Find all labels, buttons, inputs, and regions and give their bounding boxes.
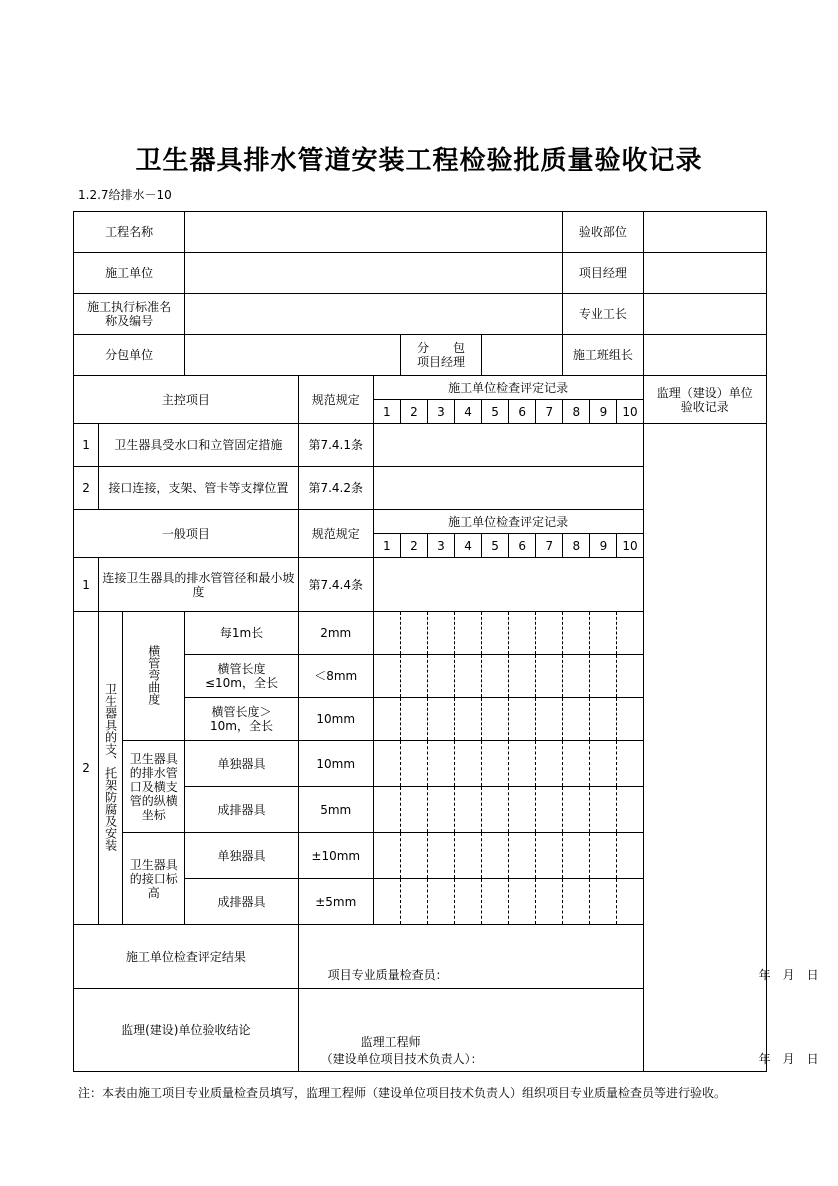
check-cell[interactable] bbox=[482, 833, 509, 879]
team-leader-value[interactable] bbox=[643, 335, 766, 376]
date-label: 年 月 日 bbox=[758, 968, 819, 982]
row-value: 10mm bbox=[298, 698, 373, 741]
check-cell[interactable] bbox=[455, 741, 482, 787]
item-check-record[interactable] bbox=[373, 424, 643, 467]
subcontract-pm-label-line1: 分 包 bbox=[416, 341, 465, 355]
item-check-record[interactable] bbox=[373, 558, 643, 612]
header-row-standard bbox=[74, 294, 767, 335]
check-cell[interactable] bbox=[509, 741, 536, 787]
check-cell[interactable] bbox=[400, 787, 427, 833]
check-col-10: 10 bbox=[617, 534, 643, 558]
check-cell[interactable] bbox=[427, 787, 454, 833]
project-manager-label: 项目经理 bbox=[563, 253, 643, 294]
form-code: 1.2.7给排水－10 bbox=[78, 188, 172, 202]
check-cell[interactable] bbox=[400, 833, 427, 879]
check-col-3: 3 bbox=[427, 534, 454, 558]
footnote: 注：本表由施工项目专业质量检查员填写，监理工程师（建设单位项目技术负责人）组织项目专业质量检查员等进行验收。 bbox=[78, 1086, 727, 1100]
check-cell[interactable] bbox=[373, 612, 400, 655]
group-name: 卫生器具的排水管口及横支管的纵横坐标 bbox=[123, 741, 185, 833]
check-cell[interactable] bbox=[400, 612, 427, 655]
check-cell[interactable] bbox=[590, 879, 617, 925]
check-cell[interactable] bbox=[482, 787, 509, 833]
check-cell[interactable] bbox=[427, 879, 454, 925]
item-name: 连接卫生器具的排水管管径和最小坡度 bbox=[99, 558, 299, 612]
check-cell[interactable] bbox=[482, 612, 509, 655]
check-cell[interactable] bbox=[617, 741, 643, 787]
group-name: 卫生器具的接口标高 bbox=[123, 833, 185, 925]
row-label: 成排器具 bbox=[185, 879, 298, 925]
check-cell[interactable] bbox=[536, 833, 563, 879]
check-cell[interactable] bbox=[400, 698, 427, 741]
supervision-result-value[interactable] bbox=[298, 989, 819, 1072]
item-spec: 第7.4.2条 bbox=[298, 467, 373, 510]
check-col-8: 8 bbox=[563, 400, 590, 424]
check-col-4: 4 bbox=[455, 400, 482, 424]
check-cell[interactable] bbox=[455, 698, 482, 741]
item-name: 卫生器具受水口和立管固定措施 bbox=[99, 424, 299, 467]
main-control-check-record-label: 施工单位检查评定记录 bbox=[373, 376, 643, 400]
subcontract-pm-label-line2: 项目经理 bbox=[416, 355, 465, 369]
group-name: 横管弯曲度 bbox=[146, 644, 161, 705]
check-col-6: 6 bbox=[509, 534, 536, 558]
check-col-1: 1 bbox=[373, 534, 400, 558]
date-label: 年 月 日 bbox=[758, 1052, 819, 1066]
check-cell[interactable] bbox=[509, 655, 536, 698]
engineer-label: 监理工程师 bbox=[360, 1035, 421, 1049]
check-cell[interactable] bbox=[509, 612, 536, 655]
check-col-2: 2 bbox=[400, 534, 427, 558]
main-control-header-row bbox=[74, 376, 767, 400]
check-cell[interactable] bbox=[427, 612, 454, 655]
check-cell[interactable] bbox=[427, 833, 454, 879]
check-col-10: 10 bbox=[617, 400, 643, 424]
main-control-spec-label: 规范规定 bbox=[298, 376, 373, 424]
row-label: 成排器具 bbox=[185, 787, 298, 833]
group-name-vertical bbox=[123, 612, 185, 741]
construction-result-row bbox=[74, 925, 767, 989]
check-cell[interactable] bbox=[617, 833, 643, 879]
supervision-result-label: 监理(建设)单位验收结论 bbox=[74, 989, 299, 1072]
check-cell[interactable] bbox=[536, 655, 563, 698]
check-cell[interactable] bbox=[455, 655, 482, 698]
check-cell[interactable] bbox=[590, 612, 617, 655]
check-cell[interactable] bbox=[536, 741, 563, 787]
project-name-label: 工程名称 bbox=[74, 212, 185, 253]
engineer-sub-label: （建设单位项目技术负责人）： bbox=[320, 1052, 483, 1066]
check-cell[interactable] bbox=[617, 787, 643, 833]
project-name-value[interactable] bbox=[185, 212, 563, 253]
acceptance-part-value[interactable] bbox=[643, 212, 766, 253]
check-cell[interactable] bbox=[563, 655, 590, 698]
row-value: ＜8mm bbox=[298, 655, 373, 698]
check-cell[interactable] bbox=[590, 741, 617, 787]
check-cell[interactable] bbox=[373, 741, 400, 787]
check-col-9: 9 bbox=[590, 400, 617, 424]
row-label: 横管长度≤10m，全长 bbox=[185, 655, 298, 698]
row-value: 5mm bbox=[298, 787, 373, 833]
item-number: 1 bbox=[74, 424, 99, 467]
check-col-8: 8 bbox=[563, 534, 590, 558]
item-check-record[interactable] bbox=[373, 467, 643, 510]
check-col-7: 7 bbox=[536, 400, 563, 424]
acceptance-part-label: 验收部位 bbox=[563, 212, 643, 253]
check-cell[interactable] bbox=[590, 833, 617, 879]
professional-foreman-value[interactable] bbox=[643, 294, 766, 335]
check-cell[interactable] bbox=[482, 741, 509, 787]
check-cell[interactable] bbox=[400, 655, 427, 698]
item-number: 2 bbox=[74, 467, 99, 510]
professional-foreman-label: 专业工长 bbox=[563, 294, 643, 335]
supervision-result-row bbox=[74, 989, 767, 1072]
check-col-9: 9 bbox=[590, 534, 617, 558]
check-cell[interactable] bbox=[617, 655, 643, 698]
standard-value[interactable] bbox=[185, 294, 563, 335]
inspector-label: 项目专业质量检查员： bbox=[327, 968, 448, 982]
check-col-2: 2 bbox=[400, 400, 427, 424]
check-col-1: 1 bbox=[373, 400, 400, 424]
check-cell[interactable] bbox=[536, 879, 563, 925]
check-cell[interactable] bbox=[563, 833, 590, 879]
check-cell[interactable] bbox=[563, 879, 590, 925]
check-cell[interactable] bbox=[373, 698, 400, 741]
page-title: 卫生器具排水管道安装工程检验批质量验收记录 bbox=[135, 146, 703, 176]
check-cell[interactable] bbox=[536, 787, 563, 833]
check-cell[interactable] bbox=[427, 655, 454, 698]
check-cell[interactable] bbox=[400, 879, 427, 925]
check-col-7: 7 bbox=[536, 534, 563, 558]
row-value: 2mm bbox=[298, 612, 373, 655]
main-control-item-1 bbox=[74, 424, 767, 467]
check-col-3: 3 bbox=[427, 400, 454, 424]
general-check-record-label: 施工单位检查评定记录 bbox=[373, 510, 643, 534]
check-cell[interactable] bbox=[373, 833, 400, 879]
general-spec-label: 规范规定 bbox=[298, 510, 373, 558]
check-cell[interactable] bbox=[482, 879, 509, 925]
check-cell[interactable] bbox=[536, 698, 563, 741]
check-cell[interactable] bbox=[617, 612, 643, 655]
header-row-subcontract bbox=[74, 335, 767, 376]
check-col-4: 4 bbox=[455, 534, 482, 558]
row-label: 单独器具 bbox=[185, 833, 298, 879]
subcontract-unit-label: 分包单位 bbox=[74, 335, 185, 376]
row-label: 横管长度＞10m，全长 bbox=[185, 698, 298, 741]
check-cell[interactable] bbox=[373, 787, 400, 833]
check-cell[interactable] bbox=[563, 698, 590, 741]
row-label: 单独器具 bbox=[185, 741, 298, 787]
row-label: 每1m长 bbox=[185, 612, 298, 655]
check-cell[interactable] bbox=[563, 612, 590, 655]
item-name: 卫生器具的支、托架防腐及安装 bbox=[103, 682, 118, 851]
check-cell[interactable] bbox=[427, 698, 454, 741]
construction-result-label: 施工单位检查评定结果 bbox=[74, 925, 299, 989]
check-cell[interactable] bbox=[590, 787, 617, 833]
row-value: ±5mm bbox=[298, 879, 373, 925]
check-cell[interactable] bbox=[455, 612, 482, 655]
check-col-5: 5 bbox=[482, 534, 509, 558]
construction-unit-label: 施工单位 bbox=[74, 253, 185, 294]
check-cell[interactable] bbox=[509, 698, 536, 741]
check-cell[interactable] bbox=[509, 879, 536, 925]
item-name: 接口连接，支架、管卡等支撑位置 bbox=[99, 467, 299, 510]
check-cell[interactable] bbox=[563, 741, 590, 787]
team-leader-label: 施工班组长 bbox=[563, 335, 643, 376]
row-value: 10mm bbox=[298, 741, 373, 787]
check-cell[interactable] bbox=[455, 787, 482, 833]
check-cell[interactable] bbox=[536, 612, 563, 655]
header-row-unit bbox=[74, 253, 767, 294]
check-col-5: 5 bbox=[482, 400, 509, 424]
item-number: 2 bbox=[74, 612, 99, 925]
check-cell[interactable] bbox=[590, 698, 617, 741]
check-cell[interactable] bbox=[563, 787, 590, 833]
check-cell[interactable] bbox=[482, 655, 509, 698]
check-cell[interactable] bbox=[455, 833, 482, 879]
check-cell[interactable] bbox=[590, 655, 617, 698]
check-cell[interactable] bbox=[373, 879, 400, 925]
check-cell[interactable] bbox=[509, 833, 536, 879]
check-cell[interactable] bbox=[617, 698, 643, 741]
check-cell[interactable] bbox=[509, 787, 536, 833]
standard-label: 施工执行标准名称及编号 bbox=[74, 294, 185, 335]
construction-unit-value[interactable] bbox=[185, 253, 563, 294]
check-cell[interactable] bbox=[373, 655, 400, 698]
check-cell[interactable] bbox=[427, 741, 454, 787]
item-spec: 第7.4.1条 bbox=[298, 424, 373, 467]
construction-result-value[interactable] bbox=[298, 925, 819, 989]
item-number: 1 bbox=[74, 558, 99, 612]
check-cell[interactable] bbox=[400, 741, 427, 787]
header-row-project bbox=[74, 212, 767, 253]
project-manager-value[interactable] bbox=[643, 253, 766, 294]
supervision-record-label: 监理（建设）单位验收记录 bbox=[643, 376, 766, 424]
check-cell[interactable] bbox=[482, 698, 509, 741]
subcontract-unit-value[interactable] bbox=[185, 335, 401, 376]
check-cell[interactable] bbox=[455, 879, 482, 925]
item-spec: 第7.4.4条 bbox=[298, 558, 373, 612]
check-col-6: 6 bbox=[509, 400, 536, 424]
subcontract-pm-label bbox=[400, 335, 481, 376]
general-section-label: 一般项目 bbox=[74, 510, 299, 558]
inspection-form-table bbox=[73, 211, 819, 1072]
item-name-vertical bbox=[99, 612, 123, 925]
main-control-section-label: 主控项目 bbox=[74, 376, 299, 424]
check-cell[interactable] bbox=[617, 879, 643, 925]
row-value: ±10mm bbox=[298, 833, 373, 879]
subcontract-pm-value[interactable] bbox=[482, 335, 563, 376]
